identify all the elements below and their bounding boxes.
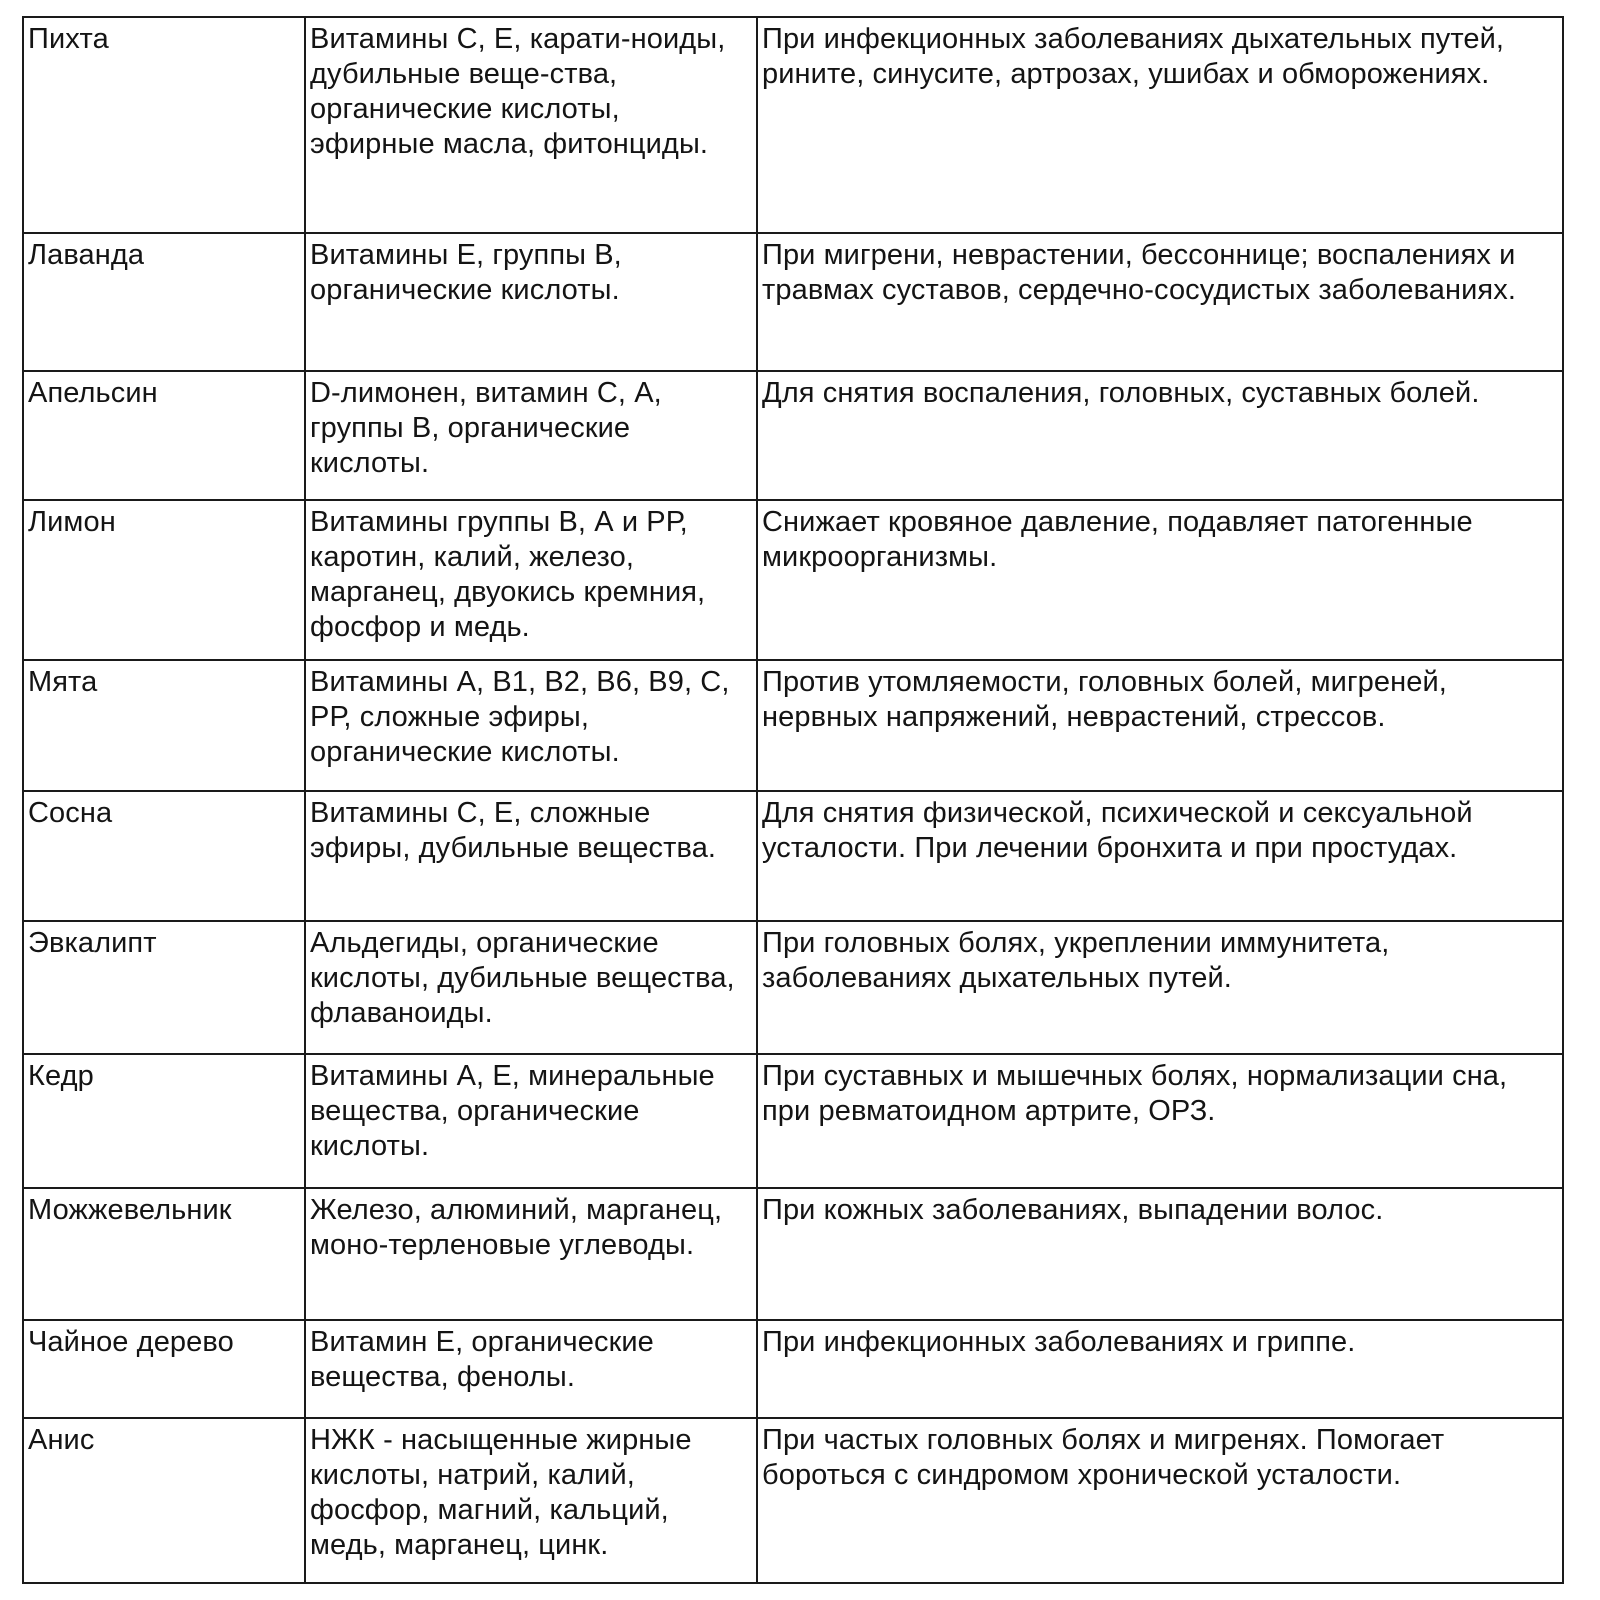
indication-cell: Для снятия воспаления, головных, суставных болей. bbox=[757, 371, 1563, 499]
composition-cell: D-лимонен, витамин С, А, группы В, органические кислоты. bbox=[305, 371, 757, 499]
indication-cell: Для снятия физической, психической и сексуальной усталости. При лечении бронхита и при простудах. bbox=[757, 791, 1563, 921]
composition-cell: Железо, алюминий, марганец, моно-терленовые углеводы. bbox=[305, 1188, 757, 1320]
table-row-pikhta bbox=[23, 17, 1563, 233]
table-row-evkalipt bbox=[23, 921, 1563, 1053]
indication-cell: Снижает кровяное давление, подавляет патогенные микроорганизмы. bbox=[757, 500, 1563, 661]
indication-cell: Против утомляемости, головных болей, мигреней, нервных напряжений, неврастений, стрессов. bbox=[757, 660, 1563, 790]
composition-cell: Витамин Е, органические вещества, фенолы. bbox=[305, 1320, 757, 1418]
composition-cell: Витамины С, Е, карати-ноиды, дубильные веще-ства, органические кислоты, эфирные масла, фитонциды. bbox=[305, 17, 757, 233]
indication-cell: При инфекционных заболеваниях дыхательных путей, рините, синусите, артрозах, ушибах и обморожениях. bbox=[757, 17, 1563, 233]
indication-cell: При суставных и мышечных болях, нормализации сна, при ревматоидном артрите, ОРЗ. bbox=[757, 1054, 1563, 1188]
plant-name-cell: Кедр bbox=[23, 1054, 305, 1188]
table-row-apelsin bbox=[23, 371, 1563, 499]
indication-cell: При частых головных болях и мигренях. Помогает бороться с синдромом хронической усталости. bbox=[757, 1418, 1563, 1583]
indication-cell: При головных болях, укреплении иммунитета, заболеваниях дыхательных путей. bbox=[757, 921, 1563, 1053]
table-row-kedr bbox=[23, 1054, 1563, 1188]
table-row-anis bbox=[23, 1418, 1563, 1583]
composition-cell: Альдегиды, органические кислоты, дубильные вещества, флаваноиды. bbox=[305, 921, 757, 1053]
table-row-limon bbox=[23, 500, 1563, 661]
table-row-sosna bbox=[23, 791, 1563, 921]
indication-cell: При инфекционных заболеваниях и гриппе. bbox=[757, 1320, 1563, 1418]
plant-name-cell: Чайное дерево bbox=[23, 1320, 305, 1418]
composition-cell: НЖК - насыщенные жирные кислоты, натрий, калий, фосфор, магний, кальций, медь, марганец, цинк. bbox=[305, 1418, 757, 1583]
table-row-lavanda bbox=[23, 233, 1563, 371]
composition-cell: Витамины А, Е, минеральные вещества, органические кислоты. bbox=[305, 1054, 757, 1188]
indication-cell: При кожных заболеваниях, выпадении волос. bbox=[757, 1188, 1563, 1320]
plant-name-cell: Эвкалипт bbox=[23, 921, 305, 1053]
plant-name-cell: Анис bbox=[23, 1418, 305, 1583]
indication-cell: При мигрени, неврастении, бессоннице; воспалениях и травмах суставов, сердечно-сосудистых заболеваниях. bbox=[757, 233, 1563, 371]
table-row-chaynoe-derevo bbox=[23, 1320, 1563, 1418]
plants-table-container bbox=[22, 16, 1562, 1584]
plant-name-cell: Лимон bbox=[23, 500, 305, 661]
table-row-mozhzhevelnik bbox=[23, 1188, 1563, 1320]
plant-name-cell: Пихта bbox=[23, 17, 305, 233]
composition-cell: Витамины С, Е, сложные эфиры, дубильные вещества. bbox=[305, 791, 757, 921]
plant-name-cell: Апельсин bbox=[23, 371, 305, 499]
plant-name-cell: Лаванда bbox=[23, 233, 305, 371]
plants-table bbox=[22, 16, 1564, 1584]
plant-name-cell: Можжевельник bbox=[23, 1188, 305, 1320]
table-row-myata bbox=[23, 660, 1563, 790]
composition-cell: Витамины группы В, А и РР, каротин, калий, железо, марганец, двуокись кремния, фосфор и медь. bbox=[305, 500, 757, 661]
plant-name-cell: Сосна bbox=[23, 791, 305, 921]
composition-cell: Витамины А, В1, В2, В6, В9, С, РР, сложные эфиры, органические кислоты. bbox=[305, 660, 757, 790]
plant-name-cell: Мята bbox=[23, 660, 305, 790]
composition-cell: Витамины Е, группы В, органические кислоты. bbox=[305, 233, 757, 371]
